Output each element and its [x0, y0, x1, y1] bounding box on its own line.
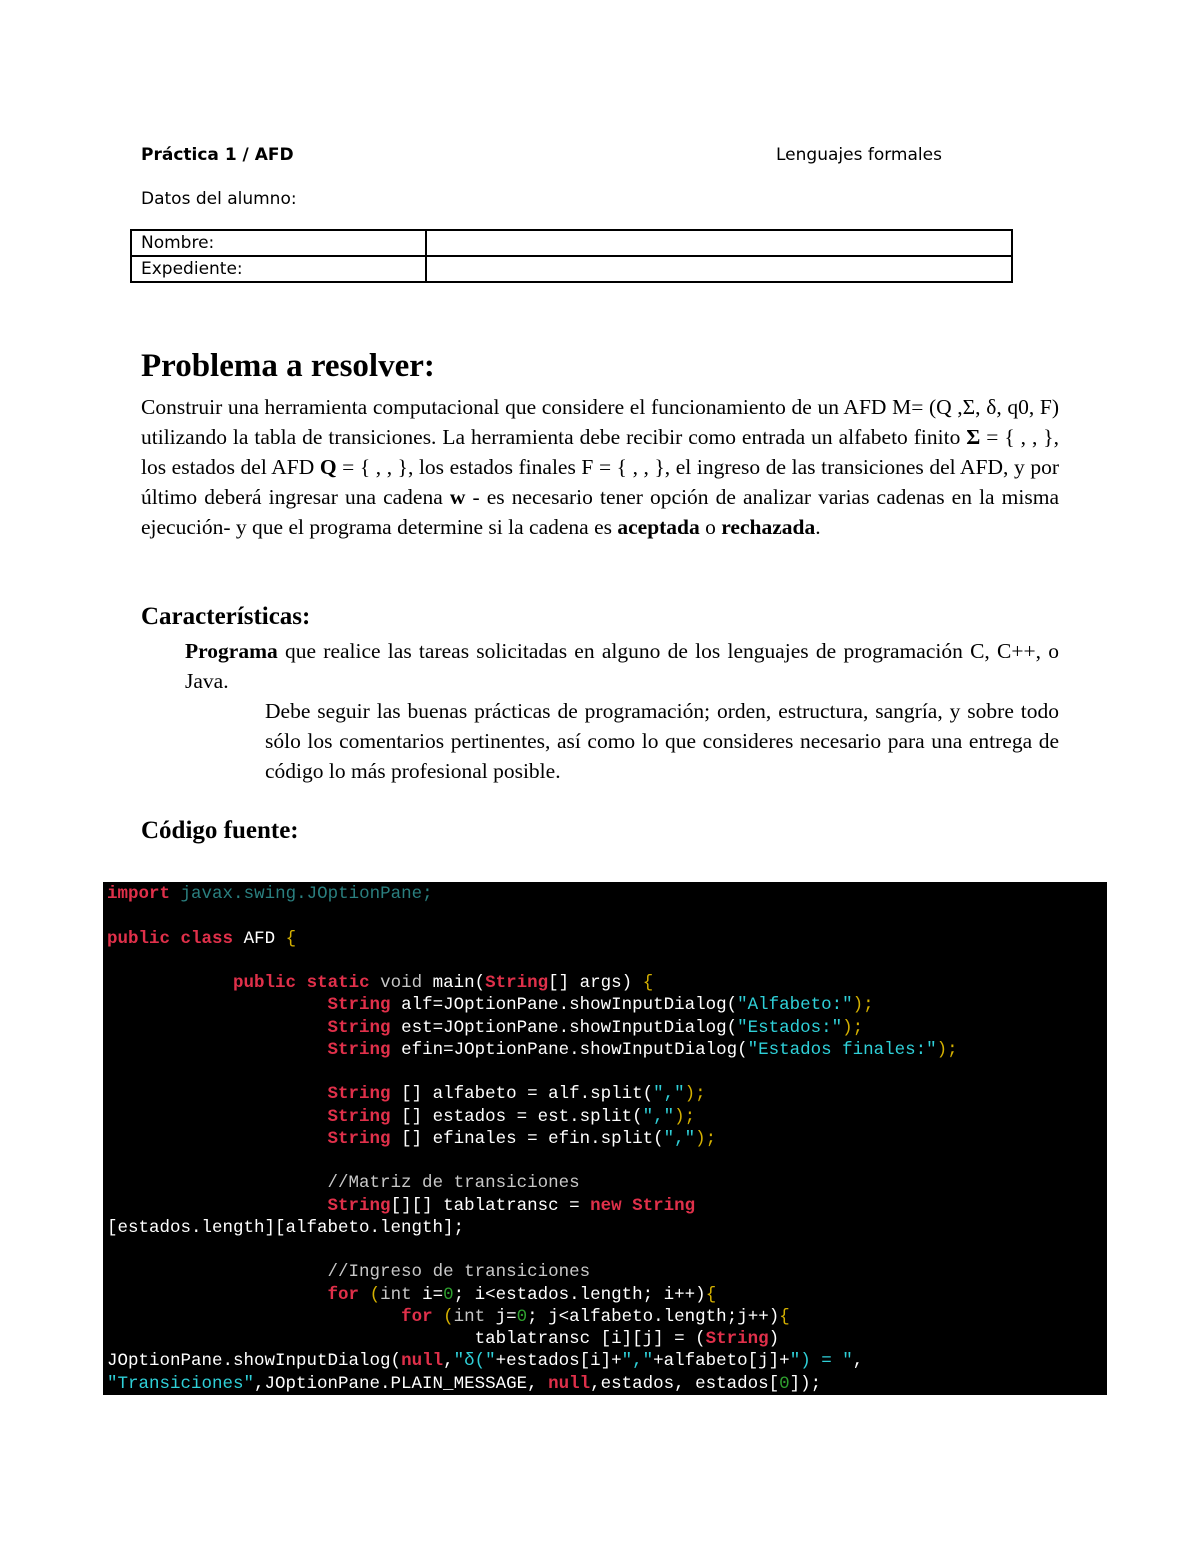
- code-token: "Transiciones": [107, 1373, 255, 1394]
- code-token: public: [233, 973, 297, 993]
- problem-text: .: [815, 515, 821, 539]
- code-token: ,JOptionPane.PLAIN_MESSAGE,: [254, 1373, 549, 1394]
- code-token: "Alfabeto:": [737, 995, 853, 1016]
- code-token: null: [548, 1373, 591, 1394]
- code-token: alf=JOptionPane.showInputDialog(: [390, 995, 738, 1016]
- code-token: [] args): [548, 973, 633, 993]
- problem-text: o: [699, 515, 722, 539]
- code-block: import javax.swing.JOptionPane; public class AFD { public static void main(String[] args) { String alf=JOptionPane.showInputDialog("Alfabeto:"); String est=JOptionPane.showInputDialog("Estados:"); String efin=JOptionPane.showInputDialog("Estados finales:"); String [] alfabeto = alf.split(","); String [] estados = est.split(","); String [] efinales = efin.split(","); //Matriz de transiciones String[][] tablatransc = new String [estados.length][alfabeto.length]; //Ingreso de transiciones for (int i=0; i<estados.length; i++){ for (int j=0; j<alfabeto.length;j++){ tablatransc [i][j] = (String) JOptionPane.showInputDialog(null,"δ("+estados[i]+","+alfabeto[j]+") = ", "Transiciones",JOptionPane.PLAIN_MESSAGE, null,estados, estados[0]);: [103, 882, 1107, 1395]
- code-token: void: [380, 973, 423, 993]
- record-label: Expediente:: [131, 256, 426, 282]
- code-token: est=JOptionPane.showInputDialog(: [390, 1017, 738, 1038]
- code-token: ",": [663, 1128, 696, 1149]
- problem-statement: [141, 392, 1059, 542]
- code-number: 0: [516, 1306, 528, 1327]
- document-header-left: Práctica 1 / AFD: [141, 145, 294, 165]
- code-comment: //Ingreso de transiciones: [327, 1262, 591, 1283]
- code-token: public: [107, 928, 171, 949]
- code-token: [estados.length][alfabeto.length];: [107, 1217, 465, 1238]
- code-token: javax: [180, 884, 234, 904]
- code-token: static: [306, 973, 370, 993]
- code-token: class: [180, 928, 234, 949]
- record-value: [426, 256, 1012, 282]
- code-token: main(: [432, 973, 486, 993]
- best-practices-paragraph: Debe seguir las buenas prácticas de programación; orden, estructura, sangría, y sobre todo sólo los comentarios pertinentes, así como lo que consideres necesario para una entrega de código lo más profesional posible.: [265, 699, 1059, 783]
- student-info-table: [130, 229, 1013, 283]
- program-text: que realice las tareas solicitadas en alguno de los lenguajes de programación C, C++, o Java.: [185, 639, 1059, 693]
- code-token: ]);: [789, 1373, 822, 1394]
- student-data-heading: Datos del alumno:: [141, 189, 297, 209]
- code-token: String: [327, 1039, 391, 1060]
- problem-text: = { , , }, los estados del AFD: [141, 425, 1059, 479]
- code-token: "Estados:": [737, 1017, 843, 1038]
- code-token: efin=JOptionPane.showInputDialog(: [390, 1039, 748, 1060]
- name-value: [426, 230, 1012, 256]
- program-word: Programa: [185, 639, 278, 663]
- q-symbol: Q: [319, 455, 337, 479]
- code-token: tablatransc [i][j] = (: [474, 1329, 706, 1349]
- code-token: String: [327, 1084, 391, 1105]
- code-token: i=: [411, 1284, 444, 1305]
- code-token: new: [590, 1195, 622, 1216]
- problem-text: = { , , }, los estados finales F = { , , }, el ingreso de las transiciones del AFD, y por último deberá ingresar una cadena: [141, 455, 1059, 509]
- code-token: String: [327, 995, 391, 1016]
- problem-text: - es necesario tener opción de analizar varias cadenas en la misma ejecución- y que el programa determine si la cadena es: [141, 485, 1060, 539]
- code-token: for: [401, 1306, 433, 1327]
- sigma-symbol: Σ: [966, 425, 981, 449]
- code-token: null: [401, 1351, 444, 1372]
- code-token: AFD: [243, 928, 276, 949]
- code-token: ",": [621, 1351, 654, 1372]
- code-number: 0: [443, 1284, 454, 1305]
- code-token: JOptionPane: [306, 884, 423, 904]
- code-token: j=: [485, 1306, 517, 1327]
- name-label: Nombre:: [131, 230, 426, 256]
- code-token: [] alfabeto = alf.split(: [390, 1084, 654, 1105]
- code-token: ): [768, 1329, 780, 1349]
- code-number: 0: [779, 1373, 790, 1394]
- code-token: +alfabeto[j]+: [653, 1351, 790, 1372]
- code-token: [][] tablatransc =: [390, 1195, 591, 1216]
- code-token: String: [485, 973, 549, 993]
- code-token: ") = ": [789, 1351, 853, 1372]
- code-token: ",": [653, 1084, 685, 1105]
- code-token: +estados[i]+: [495, 1351, 622, 1372]
- code-token: for: [327, 1284, 360, 1305]
- features-title: Características:: [141, 603, 311, 630]
- code-token: String: [327, 1017, 391, 1038]
- code-token: String: [327, 1195, 391, 1216]
- source-code-title: Código fuente:: [141, 817, 299, 844]
- code-token: int: [453, 1306, 486, 1327]
- code-token: swing: [243, 884, 297, 904]
- code-token: ",": [642, 1106, 675, 1127]
- code-token: JOptionPane.showInputDialog(: [107, 1351, 402, 1372]
- problem-text: Construir una herramienta computacional que considere el funcionamiento de un AFD M= (Q ,Σ, δ, q0, F) utilizando la tabla de transiciones. La herramienta debe recibir como entrada un alfabeto finito: [141, 395, 1059, 449]
- table-row: [131, 230, 1012, 256]
- rejected-word: rechazada: [721, 515, 816, 539]
- code-token: [] efinales = efin.split(: [390, 1128, 664, 1149]
- code-token: ,estados, estados[: [590, 1373, 780, 1394]
- code-token: String: [327, 1128, 391, 1149]
- program-requirement: [185, 636, 1059, 696]
- code-token: String: [632, 1195, 696, 1216]
- accepted-word: aceptada: [617, 515, 700, 539]
- code-token: ; i<estados.length; i++): [453, 1284, 706, 1305]
- code-comment: //Matriz de transiciones: [327, 1173, 580, 1194]
- table-row: [131, 256, 1012, 282]
- code-token: "δ(": [453, 1351, 496, 1372]
- code-token: ; j<alfabeto.length;j++): [527, 1306, 780, 1327]
- document-header-right: Lenguajes formales: [776, 145, 942, 165]
- code-token: int: [380, 1284, 412, 1305]
- code-token: "Estados finales:": [747, 1039, 937, 1060]
- code-token: String: [705, 1329, 769, 1349]
- code-token: [] estados = est.split(: [390, 1106, 643, 1127]
- problem-title: Problema a resolver:: [141, 348, 435, 384]
- code-token: String: [327, 1106, 391, 1127]
- code-token: import: [107, 884, 171, 904]
- w-symbol: w: [449, 485, 466, 509]
